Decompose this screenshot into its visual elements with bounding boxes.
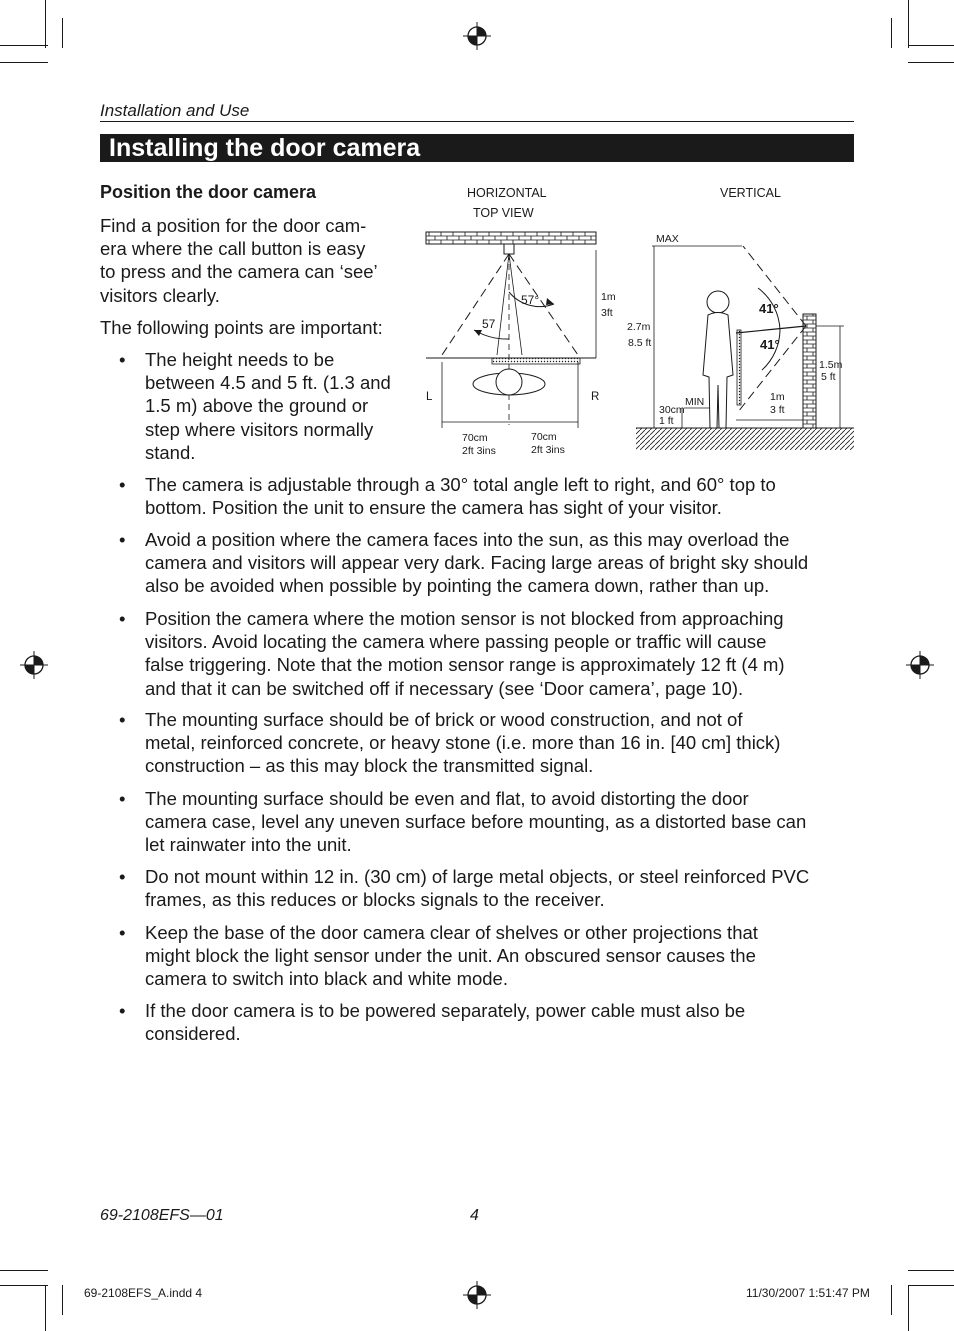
- crop-mark: [45, 1285, 46, 1331]
- page-number: 4: [470, 1207, 479, 1224]
- crop-mark: [908, 0, 909, 48]
- door-edge: [737, 330, 741, 405]
- distance-ft: 3 ft: [770, 404, 785, 416]
- arrow-icon: [546, 298, 554, 305]
- left-label: L: [426, 391, 433, 403]
- min-label: MIN: [685, 396, 705, 408]
- ground-hatch: [636, 428, 854, 450]
- crop-mark: [0, 1285, 48, 1286]
- section-header: Installation and Use: [100, 101, 250, 120]
- crop-mark: [45, 0, 46, 48]
- bullet-icon: •: [119, 709, 126, 730]
- min-height-ft: 1 ft: [659, 415, 674, 427]
- view-cone-right: [509, 254, 578, 355]
- bullet-icon: •: [119, 529, 126, 550]
- camera-view-diagram: [420, 180, 860, 465]
- mount-height-ft: 5 ft: [821, 371, 836, 383]
- crop-mark: [62, 1285, 63, 1315]
- bullet-item: • The camera is adjustable through a 30° total angle left to right, and 60° top to bottom. Position the unit to ensure the camera has sight of your visitor.: [119, 474, 776, 519]
- floor-strip: [492, 358, 580, 364]
- crop-mark: [891, 18, 892, 48]
- bullet-icon: •: [119, 788, 126, 809]
- angle-label-left: 57: [482, 317, 496, 331]
- registration-mark-icon: [463, 1281, 491, 1309]
- registration-mark-icon: [463, 22, 491, 50]
- bullet-icon: •: [119, 1000, 126, 1021]
- width-right-cm: 70cm: [531, 431, 557, 443]
- person-icon: [703, 291, 733, 428]
- bullet-item: • The mounting surface should be even and flat, to avoid distorting the door camera case, level any uneven surface before mounting, as a distorted base can let rainwater into the unit.: [119, 788, 807, 856]
- crop-mark: [908, 62, 954, 63]
- crop-mark: [908, 1270, 954, 1271]
- max-label: MAX: [656, 233, 679, 245]
- crop-mark: [0, 1270, 48, 1271]
- depth-m-label: 1m: [601, 291, 616, 303]
- document-number: 69-2108EFS—01: [100, 1207, 224, 1224]
- bullet-item: • If the door camera is to be powered separately, power cable must also be considered.: [119, 1000, 746, 1045]
- crop-mark: [908, 45, 954, 46]
- bullet-item: • Do not mount within 12 in. (30 cm) of large metal objects, or steel reinforced PVC frames, as this reduces or blocks signals to the receiver.: [119, 866, 810, 911]
- height-max-ft: 8.5 ft: [628, 337, 652, 349]
- view-line-mid: [736, 326, 806, 333]
- bullet-icon: •: [119, 474, 126, 495]
- width-right-ft: 2ft 3ins: [531, 444, 565, 456]
- camera-unit: [504, 244, 514, 254]
- registration-mark-icon: [20, 651, 48, 679]
- bullet-item: • Position the camera where the motion sensor is not blocked from approaching visitors. Avoid locating the camera where passing people or traffic will cause false triggering. Note that the motion sensor range is approximately 12 ft (4 m) and that it can be switched off if necessary (see ‘Door camera’, page 10).: [119, 608, 785, 699]
- width-left-cm: 70cm: [462, 432, 488, 444]
- bullet-item: • The mounting surface should be of brick or wood construction, and not of metal, reinforced concrete, or heavy stone (i.e. more than 16 in. [40 cm] thick) construction – as this may block the transmitted signal.: [119, 709, 781, 777]
- points-intro: The following points are important:: [100, 317, 383, 338]
- mount-height-m: 1.5m: [819, 359, 843, 371]
- page-title: Installing the door camera: [100, 134, 854, 162]
- crop-mark: [908, 1285, 954, 1286]
- angle-label-right: 57°: [521, 293, 540, 307]
- bullet-icon: •: [119, 608, 126, 629]
- pillar-brick: [803, 314, 816, 428]
- top-view-label: TOP VIEW: [473, 206, 534, 220]
- right-label: R: [591, 391, 600, 403]
- depth-ft-label: 3ft: [601, 307, 613, 319]
- horizontal-label: HORIZONTAL: [467, 186, 547, 200]
- header-rule: [100, 121, 854, 122]
- angle-v-bottom: 41°: [760, 337, 780, 352]
- crop-mark: [0, 45, 48, 46]
- bullet-item: • Avoid a position where the camera faces into the sun, as this may overload the camera and visitors will appear very dark. Facing large areas of bright sky should also be avoided when possible by pointing the camera down, rather than up.: [119, 529, 809, 597]
- wall-brick: [426, 232, 596, 244]
- crop-mark: [908, 1285, 909, 1331]
- visitor-head: [496, 369, 522, 395]
- crop-mark: [0, 62, 48, 63]
- bullet-icon: •: [119, 866, 126, 887]
- bullet-item: • Keep the base of the door camera clear of shelves or other projections that might block the light sensor under the unit. An obscured sensor causes the camera to switch into black and white mode.: [119, 922, 758, 990]
- min-height-cm: 30cm: [659, 404, 685, 416]
- subheading: Position the door camera: [100, 182, 317, 202]
- distance-m: 1m: [770, 391, 785, 403]
- height-max-m: 2.7m: [627, 321, 651, 333]
- intro-paragraph: Find a position for the door cam- era where the call button is easy to press and the camera can ‘see’ visitors clearly.: [100, 215, 378, 306]
- crop-mark: [62, 18, 63, 48]
- width-left-ft: 2ft 3ins: [462, 445, 496, 457]
- angle-v-top: 41°: [759, 301, 779, 316]
- slug-filename: 69-2108EFS_A.indd 4: [84, 1286, 203, 1300]
- slug-timestamp: 11/30/2007 1:51:47 PM: [746, 1286, 870, 1300]
- vertical-label: VERTICAL: [720, 186, 781, 200]
- bullet-icon: •: [119, 349, 126, 370]
- bullet-item: • The height needs to be between 4.5 and 5 ft. (1.3 and 1.5 m) above the ground or step where visitors normally stand.: [119, 349, 391, 463]
- bullet-icon: •: [119, 922, 126, 943]
- registration-mark-icon: [906, 651, 934, 679]
- crop-mark: [891, 1285, 892, 1315]
